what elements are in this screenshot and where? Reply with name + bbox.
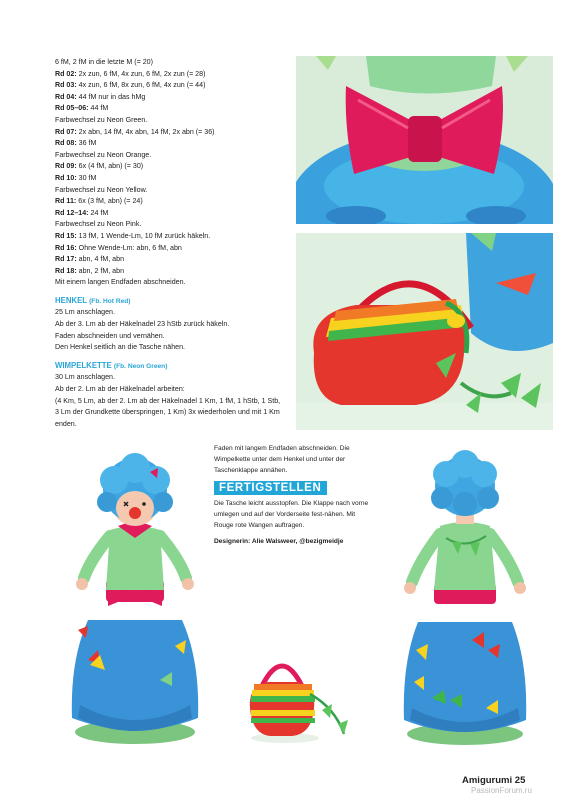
round-label: Rd 02:	[55, 69, 77, 78]
round-text: Farbwechsel zu Neon Pink.	[55, 220, 142, 229]
round-label: Rd 12–14:	[55, 208, 89, 217]
wimpelkette-line: 30 Lm anschlagen.	[55, 373, 115, 382]
henkel-line: Den Henkel seitlich an die Tasche nähen.	[55, 343, 186, 352]
instruction-line	[55, 254, 285, 266]
round-text: Ohne Wende-Lm: abn, 6 fM, abn	[78, 243, 182, 252]
round-label: Rd 04:	[55, 92, 77, 101]
finishing-text: Die Tasche leicht ausstopfen. Die Klappe nach vorne umlegen und auf der Vorderseite fest-nähen. Mit Rouge rote Wangen auftragen.	[214, 500, 369, 529]
round-text: 44 fM nur in das hMg	[78, 92, 146, 101]
round-label: Rd 07:	[55, 127, 77, 136]
round-text: Mit einem langen Endfaden abschneiden.	[55, 278, 186, 287]
photo-bag-small	[240, 648, 360, 748]
instruction-line	[55, 196, 285, 208]
round-text: 6x (3 fM, abn) (= 24)	[78, 197, 143, 206]
wimpelkette-heading	[55, 360, 285, 373]
instruction-line	[55, 103, 285, 115]
instruction-line	[55, 185, 285, 197]
round-text: 13 fM, 1 Wende-Lm, 10 fM zurück häkeln.	[78, 231, 211, 240]
instruction-line	[55, 57, 285, 69]
instruction-line	[55, 115, 285, 127]
round-label: Rd 11:	[55, 197, 77, 206]
round-label: Rd 05–06:	[55, 104, 89, 113]
instruction-line	[55, 277, 285, 289]
round-text: 6 fM, 2 fM in die letzte M (= 20)	[55, 58, 153, 66]
henkel-yarn: (Fb. Hot Red)	[89, 297, 131, 305]
henkel-line: Ab der 3. Lm ab der Häkelnadel 23 hStb zurück häkeln.	[55, 320, 230, 329]
instruction-line	[55, 231, 285, 243]
round-text: Farbwechsel zu Neon Orange.	[55, 150, 152, 159]
round-text: Farbwechsel zu Neon Green.	[55, 115, 148, 124]
photo-clown-back	[390, 450, 540, 750]
round-label: Rd 10:	[55, 173, 77, 182]
round-text: abn, 4 fM, abn	[78, 255, 125, 264]
photo-clown-front	[60, 450, 210, 750]
wimpelkette-line: Ab der 2. Lm ab der Häkelnadel arbeiten:	[55, 385, 185, 394]
instruction-line	[55, 208, 285, 220]
round-label: Rd 18:	[55, 266, 77, 275]
round-label: Rd 17:	[55, 255, 77, 264]
instruction-line	[55, 173, 285, 185]
page-number: 25	[514, 775, 526, 786]
round-label: Rd 09:	[55, 162, 77, 171]
instruction-line	[55, 266, 285, 278]
photo-bag-closeup	[296, 233, 553, 430]
wimpelkette-yarn: (Fb. Neon Green)	[113, 362, 168, 370]
round-label: Rd 08:	[55, 139, 77, 148]
henkel-instructions	[55, 307, 285, 353]
instruction-line	[55, 80, 285, 92]
wimpelkette-instructions	[55, 372, 285, 430]
round-label: Rd 03:	[55, 81, 77, 90]
henkel-heading	[55, 295, 285, 308]
instruction-line	[55, 243, 285, 255]
wimpelkette-title: WIMPELKETTE	[55, 360, 112, 370]
instruction-line	[55, 150, 285, 162]
round-text: 2x zun, 6 fM, 4x zun, 6 fM, 2x zun (= 28)	[78, 69, 206, 78]
round-text: 24 fM	[90, 208, 109, 217]
round-text: Farbwechsel zu Neon Yellow.	[55, 185, 148, 194]
instruction-line	[55, 69, 285, 81]
round-text: 4x zun, 6 fM, 8x zun, 6 fM, 4x zun (= 44)	[78, 81, 206, 90]
round-label: Rd 15:	[55, 231, 77, 240]
wimpelkette-line: (4 Km, 5 Lm, ab der 2. Lm ab der Häkelnadel 1 Km, 1 fM, 1 hStb, 1 Stb, 3 Lm der Grundkette überspringen, 1 Km) 3x wiederholen und mit 1 Km enden.	[55, 396, 281, 428]
instruction-line	[55, 92, 285, 104]
magazine-name: Amigurumi	[462, 775, 513, 786]
instructions-column	[55, 57, 285, 430]
page-footer	[462, 775, 525, 786]
round-text: 6x (4 fM, abn) (= 30)	[78, 162, 144, 171]
round-text: abn, 2 fM, abn	[78, 266, 125, 275]
finishing-intro: Faden mit langem Endfaden abschneiden. Die Wimpelkette unter dem Henkel und unter der Taschenklappe annähen.	[214, 445, 350, 474]
round-text: 2x abn, 14 fM, 4x abn, 14 fM, 2x abn (= 36)	[78, 127, 215, 136]
finishing-title: FERTIGSTELLEN	[214, 481, 327, 495]
henkel-title: HENKEL	[55, 295, 87, 305]
henkel-line: Faden abschneiden und vernähen.	[55, 331, 165, 340]
photo-bow-closeup	[296, 56, 553, 224]
round-instructions	[55, 57, 285, 289]
instruction-line	[55, 219, 285, 231]
finishing-block	[214, 443, 374, 547]
round-label: Rd 16:	[55, 243, 77, 252]
round-text: 36 fM	[78, 139, 97, 148]
watermark: PassionForum.ru	[471, 786, 532, 795]
instruction-line	[55, 138, 285, 150]
round-text: 30 fM	[78, 173, 97, 182]
designer-credit: Designerin: Alie Walsweer, @bezigmeidje	[214, 538, 344, 545]
instruction-line	[55, 161, 285, 173]
round-text: 44 fM	[90, 104, 109, 113]
instruction-line	[55, 127, 285, 139]
henkel-line: 25 Lm anschlagen.	[55, 308, 115, 317]
